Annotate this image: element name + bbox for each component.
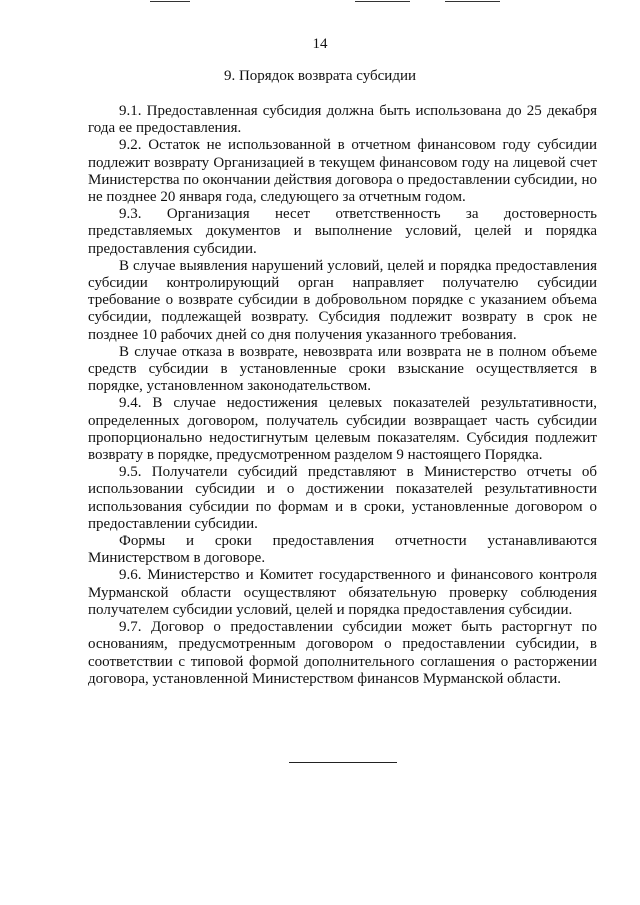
paragraph: 9.5. Получатели субсидий представляют в Министерство отчеты об использовании субсидии и о достижении показателей результативности использования субсидии по формам и в сроки, установленные договором о предоставлении субсидии.	[88, 464, 597, 532]
page-number: 14	[312, 36, 328, 52]
paragraph: В случае отказа в возврате, невозврата или возврата не в полном объеме средств субсидии в установленные сроки взыскание осуществляется в порядке, установленном законодательством.	[88, 343, 597, 395]
paragraph: 9.2. Остаток не использованной в отчетном финансовом году субсидии подлежит возврату Организацией в текущем финансовом году на лицевой счет Министерства по окончании действия договора о предоставлении субсидии, но не позднее 20 января года, следующего за отчетным годом.	[88, 137, 597, 206]
paragraph: 9.3. Организация несет ответственность за достоверность представляемых документов и выполнение условий, целей и порядка предоставления субсидии.	[88, 206, 597, 257]
paragraph: 9.1. Предоставленная субсидия должна быть использована до 25 декабря года ее предоставления.	[88, 103, 597, 137]
paragraph: В случае выявления нарушений условий, целей и порядка предоставления субсидии контролирующий орган направляет получателю субсидии требование о возврате субсидии в добровольном порядке с указанием объема субсидии, подлежащей возврату. Субсидия подлежит возврату в срок не позднее 10 рабочих дней со дня получения указанного требования.	[88, 257, 597, 343]
top-edge-marks	[0, 0, 640, 6]
paragraph: 9.6. Министерство и Комитет государственного и финансового контроля Мурманской области осуществляют обязательную проверку соблюдения получателем субсидии условий, целей и порядка предоставления субсидии.	[88, 567, 597, 618]
closing-rule	[289, 762, 397, 763]
section-title: 9. Порядок возврата субсидии	[223, 68, 417, 84]
paragraph: 9.7. Договор о предоставлении субсидии может быть расторгнут по основаниям, предусмотренным договором о предоставлении субсидии, в соответствии с типовой формой дополнительного соглашения о расторжении договора, установленной Министерством финансов Мурманской области.	[88, 619, 597, 687]
paragraph: 9.4. В случае недостижения целевых показателей результативности, определенных договором, получатель субсидии возвращает часть субсидии пропорционально недостигнутым целевым показателям. Субсидия подлежит возврату в порядке, предусмотренном разделом 9 настоящего Порядка.	[88, 395, 597, 464]
document-body	[88, 103, 597, 688]
paragraph: Формы и сроки предоставления отчетности устанавливаются Министерством в договоре.	[88, 533, 597, 567]
